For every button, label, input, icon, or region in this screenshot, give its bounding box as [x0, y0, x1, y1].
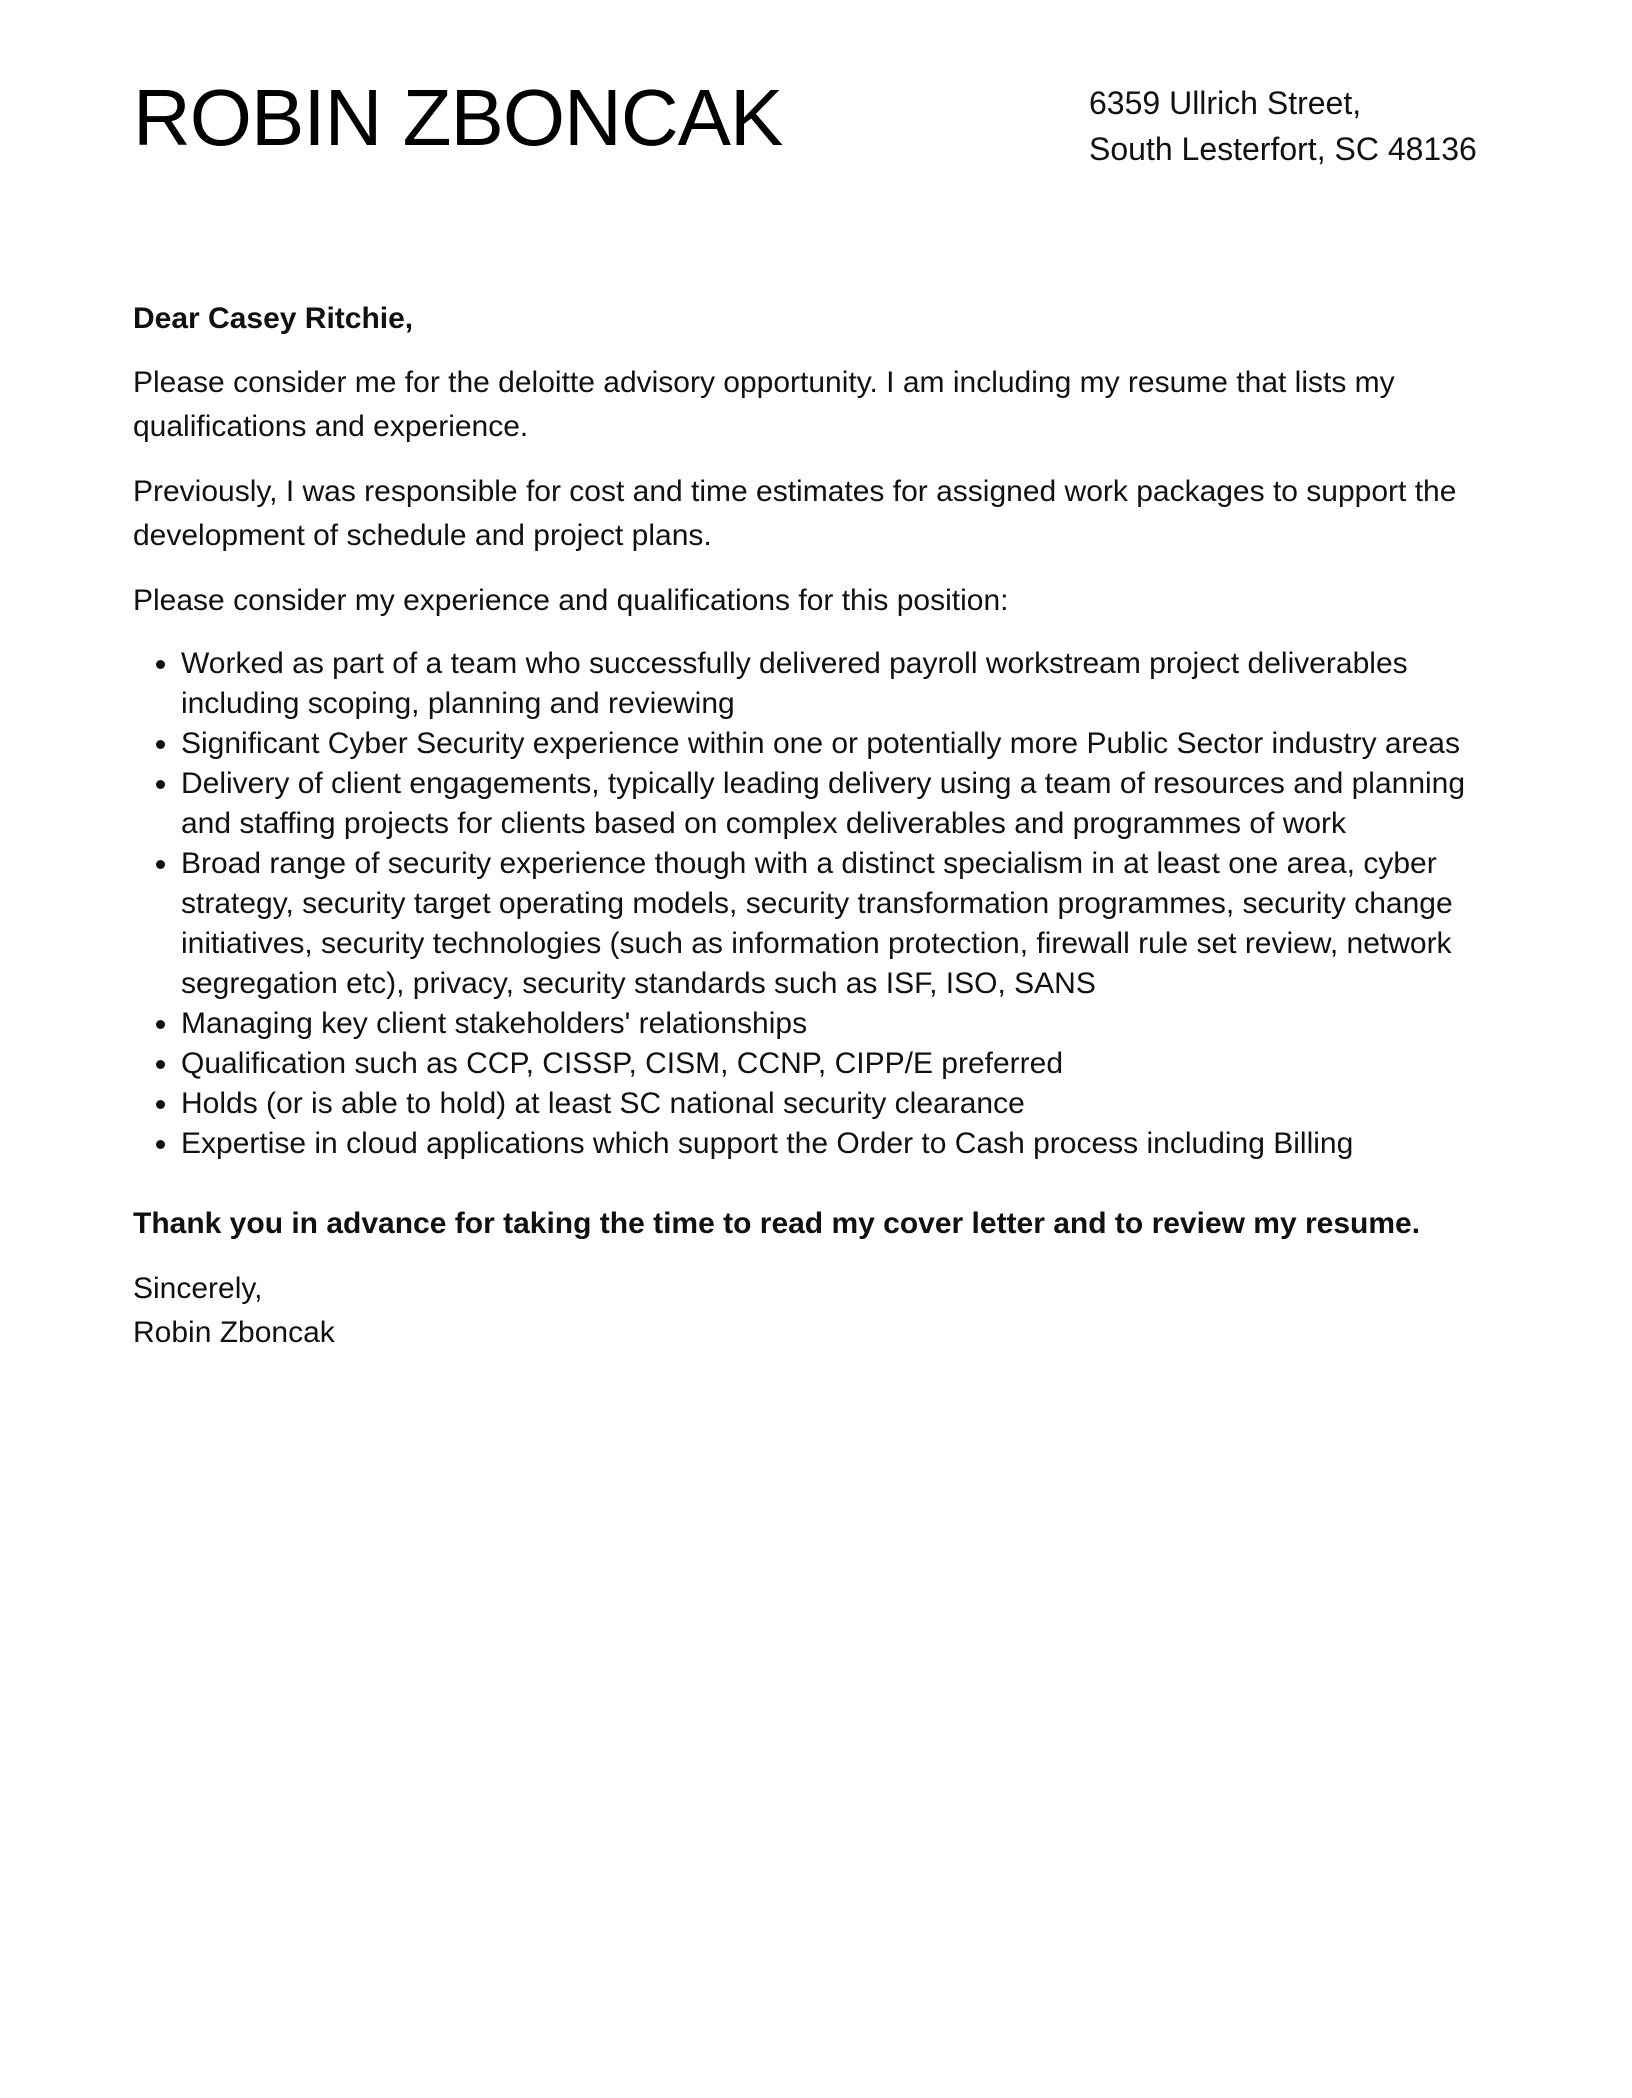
list-item: Qualification such as CCP, CISSP, CISM, CCNP, CIPP/E preferred [181, 1044, 1499, 1084]
experience-paragraph: Previously, I was responsible for cost and time estimates for assigned work packages to support the development of schedule and project plans. [133, 475, 1457, 552]
list-item: Significant Cyber Security experience within one or potentially more Public Sector industry areas [181, 724, 1499, 764]
qualifications-lead-in: Please consider my experience and qualifications for this position: [133, 584, 1009, 617]
salutation: Dear Casey Ritchie, [133, 302, 414, 335]
list-item: Expertise in cloud applications which support the Order to Cash process including Billing [181, 1124, 1499, 1164]
address-line-1: 6359 Ullrich Street, [1089, 85, 1362, 121]
sender-name: ROBIN ZBONCAK [133, 73, 783, 162]
address-line-2: South Lesterfort, SC 48136 [1089, 131, 1477, 167]
intro-paragraph: Please consider me for the deloitte advisory opportunity. I am including my resume that lists my qualifications and experience. [133, 366, 1395, 443]
list-item: Managing key client stakeholders' relationships [181, 1004, 1499, 1044]
letter-body [133, 297, 1499, 1355]
closing-statement: Thank you in advance for taking the time to read my cover letter and to review my resume. [133, 1207, 1421, 1240]
list-item: Broad range of security experience though with a distinct specialism in at least one area, cyber strategy, security target operating models, security transformation programmes, security change initiatives, security technologies (such as information protection, firewall rule set review, network segregation etc), privacy, security standards such as ISF, ISO, SANS [181, 844, 1499, 1004]
signature-name: Robin Zboncak [133, 1316, 335, 1349]
list-item: Worked as part of a team who successfully delivered payroll workstream project deliverables including scoping, planning and reviewing [181, 644, 1499, 724]
list-item: Delivery of client engagements, typically leading delivery using a team of resources and planning and staffing projects for clients based on complex deliverables and programmes of work [181, 764, 1499, 844]
qualifications-list [133, 644, 1499, 1164]
list-item: Holds (or is able to hold) at least SC national security clearance [181, 1084, 1499, 1124]
signoff-block [133, 1267, 1499, 1355]
sender-address [1089, 80, 1477, 172]
letter-header [133, 72, 1499, 192]
signoff-text: Sincerely, [133, 1272, 263, 1305]
